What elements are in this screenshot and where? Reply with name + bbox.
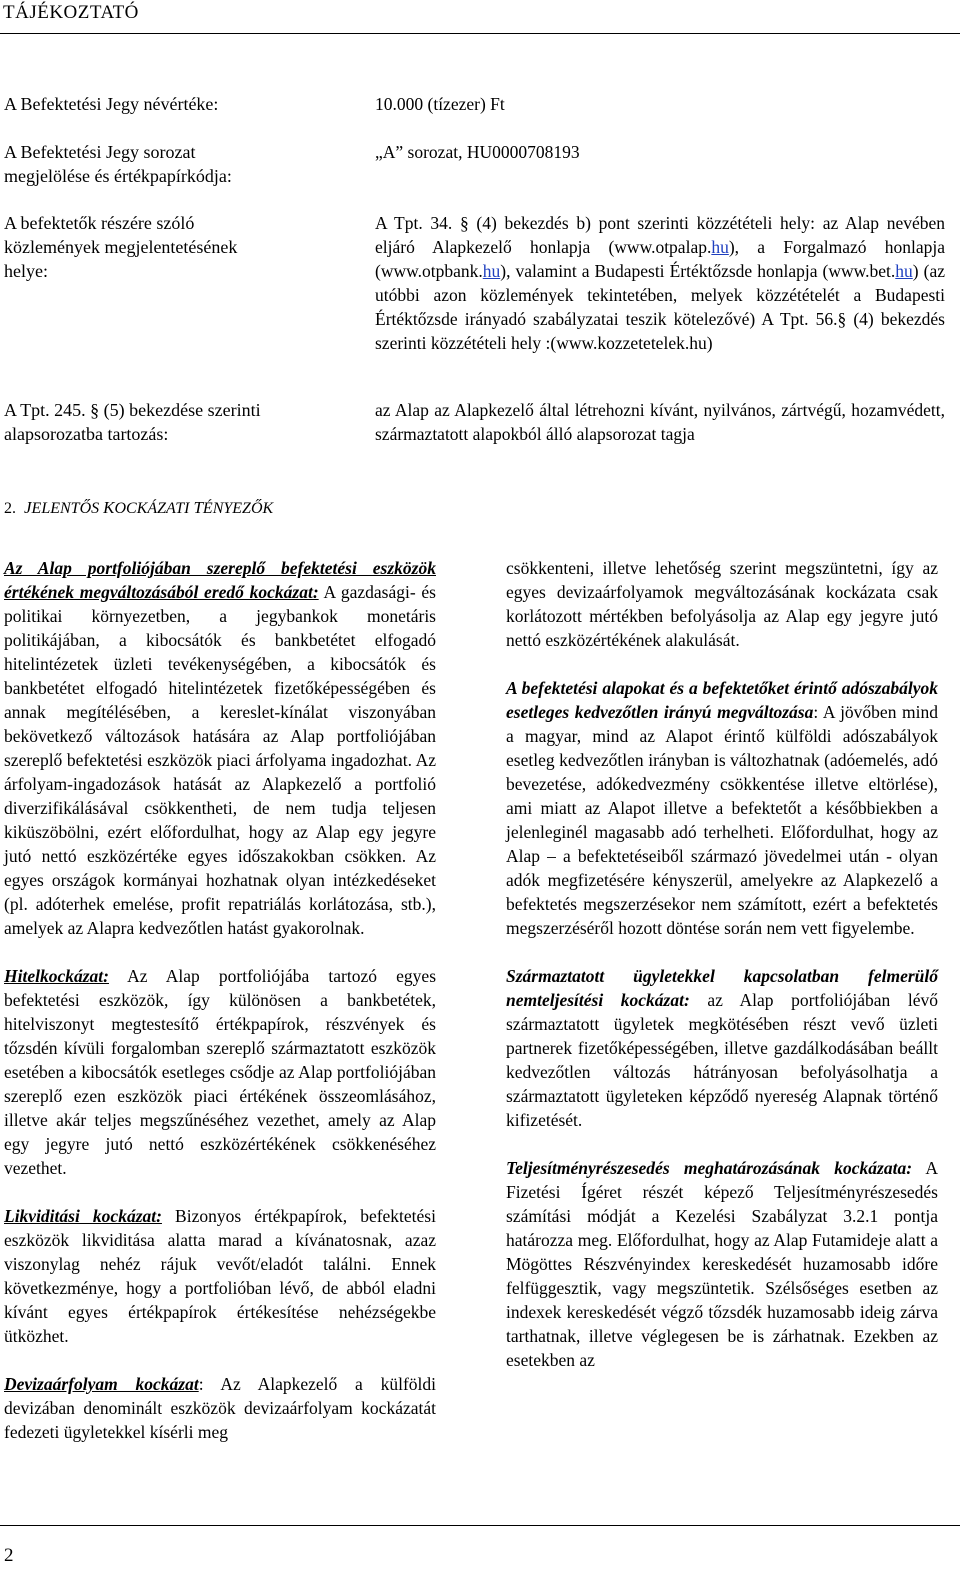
- risk-text: Bizonyos értékpapírok, befektetési eszközök likviditása alatta marad a kívánatosnak, azaz viszonylag nehéz rájuk vevőt/eladót találni. Ennek következménye, hogy a portfolióban lévő, de abból eladni kívánt egyes értékpapírok értékesítése nehézségekbe ütközhet.: [4, 1206, 436, 1346]
- page-header: [0, 0, 960, 34]
- footer-divider: [0, 1525, 960, 1526]
- info-label: A Befektetési Jegy sorozat megjelölése és értékpapírkódja:: [4, 142, 232, 186]
- info-value: [375, 211, 945, 355]
- page-number: 2: [4, 1545, 14, 1566]
- risk-term: Teljesítményrészesedés meghatározásának kockázata:: [506, 1158, 913, 1178]
- risk-paragraph: [4, 556, 436, 940]
- risk-paragraph: [506, 1156, 938, 1372]
- otpbank-link[interactable]: hu: [482, 261, 501, 281]
- section-title-part: K: [103, 498, 115, 517]
- risk-paragraph: [4, 964, 436, 1180]
- info-value: „A” sorozat, HU0000708193: [375, 142, 580, 162]
- risk-term: Az Alap portfoliójában szereplő befektetési eszközök értékének megváltozásából eredő kockázat:: [4, 558, 436, 602]
- risk-term: A befektetési alapokat és a befektetőket érintő adószabályok esetleges kedvezőtlen irányú megváltozása: [506, 678, 938, 722]
- risk-paragraph: [506, 964, 938, 1132]
- risk-term: Devizaárfolyam kockázat: [4, 1374, 199, 1394]
- page-header-title: TÁJÉKOZTATÓ: [3, 2, 139, 23]
- text-part: www.otpalap.: [614, 237, 712, 257]
- risk-text: A Fizetési Ígéret részét képező Teljesítményrészesedés számítási módját a Kezelési Szabályzat 3.2.1 pontja határozza meg. Előfordulhat, hogy az Alap Futamideje alatt a Mögöttes Részvényindex kereskedését huzamosabb időre felfüggesztik, vagy megszüntetik. Szélsőséges esetben az indexek kereskedését végző tőzsdék huzamosabb ideig zárva tarthatnak, illetve véglegesen be is zárhatnak. Ezekben az esetekben az: [506, 1158, 938, 1370]
- text-part: www.bet.: [828, 261, 896, 281]
- risk-paragraph: [4, 1204, 436, 1348]
- section-title-part: OCKÁZATI: [114, 500, 194, 517]
- text-part: ), valamint a Budapesti Értéktőzsde honlapja (: [500, 261, 829, 281]
- section-number: 2.: [4, 500, 16, 517]
- text-part: ), a Forgalmazó honlapja (: [375, 237, 945, 281]
- risk-paragraph: [4, 1372, 436, 1444]
- text-part: A Tpt. 34. § (4) bekezdés b) pont szerinti közzétételi hely: az Alap nevében eljáró Alapkezelő honlapja (: [375, 213, 945, 257]
- risk-text: : A jövőben mind a magyar, mind az Alapot érintő külföldi adószabályok esetleg kedvezőtlen irányban is változhatnak (adóemelés, adó bevezetése, adókedvezmény csökkentése illetve eltörlése), ami miatt az Alapot illetve a befektetőt a későbbiekben a jelenleginél magasabb adó terhelheti. Előfordulhat, hogy az Alap – a befektetéseiből származó jövedelmei után - olyan adók megfizetésére kényszerül, amelyekre az Alapkezelő a befektetés megszerzésekor nem számított, ezért a befektetés megszerzéséről hozott döntése során nem vett figyelembe.: [506, 702, 938, 938]
- risk-paragraph: [506, 556, 938, 652]
- left-column: [4, 556, 436, 1468]
- risk-term: Származtatott ügyletekkel kapcsolatban felmerülő nemteljesítési kockázat:: [506, 966, 938, 1010]
- risk-paragraph: [506, 676, 938, 940]
- section-title-part: ÉNYEZŐK: [202, 500, 274, 517]
- section-title-part: T: [193, 498, 203, 517]
- risk-text: Az Alap portfoliójába tartozó egyes befektetési eszközök, így különösen a bankbetétek, hitelviszonyt megtestesítő értékpapírok, részvények és tőzsdén kívüli forgalomban szereplő származtatott eszközök esetében a kibocsátók esetleges csődje az Alap portfoliójában szereplő ezen eszközök piaci értékének összeomlásához, illetve akár teljes megszűnéséhez vezethet, amely az Alap egy jegyre jutó nettó eszközértékének csökkenéséhez vezethet.: [4, 966, 436, 1178]
- section-title-part: J: [24, 498, 32, 517]
- section-title-part: ELENTŐS: [31, 500, 104, 517]
- text-part: www.otpbank.: [380, 261, 483, 281]
- section-title: [4, 498, 273, 518]
- risk-text: A gazdasági- és politikai környezetben, a jegybankok monetáris politikájában, a kibocsátók és bankbetétet elfogadó hitelintézetek üzleti tevékenységében, a kibocsátók és bankbetétet elfogadó hitelintézetek fizetőképességében és annak megítélésében, a kereslet-kínálat viszonyában bekövetkező változások hatására az Alap portfoliójában szereplő befektetési eszközök piaci árfolyama ingadozhat. Az árfolyam-ingadozások hatását az Alapkezelő a portfolió diverzifikálásával csökkentheti, de nem tudja teljesen kiküszöbölni, ezért előfordulhat, hogy az Alap egy jegyre jutó nettó eszközértéke egyes időszakokban csökken. Az egyes országok kormányai hozhatnak olyan intézkedéseket (pl. adóterhek emelése, profit repatriálás korlátozása, stb.), amelyek az Alapra kedvezőtlen hatást gyakorolnak.: [4, 582, 436, 938]
- info-value: az Alap az Alapkezelő által létrehozni kívánt, nyilvános, zártvégű, hozamvédett, származtatott alapokból álló alapsorozat tagja: [375, 400, 945, 444]
- info-label: A Befektetési Jegy névértéke:: [4, 94, 219, 114]
- info-value: 10.000 (tízezer) Ft: [375, 94, 505, 114]
- risk-text: : Az Alapkezelő a külföldi devizában denominált eszközök devizaárfolyam kockázatát fedezeti ügyletekkel kísérli meg: [4, 1374, 437, 1442]
- otpalap-link[interactable]: hu: [711, 237, 729, 257]
- risk-term: Hitelkockázat:: [4, 966, 109, 986]
- risk-text: csökkenteni, illetve lehetőség szerint megszüntetni, így az egyes devizaárfolyamok megváltozásának kockázata csak korlátozott mértékben befolyásolja az Alap egy jegyre jutó nettó eszközértékének alakulását.: [506, 558, 938, 650]
- info-label: A befektetők részére szóló közlemények megjelentetésének helye:: [4, 213, 238, 281]
- right-column: [506, 556, 938, 1396]
- risk-term: Likviditási kockázat:: [4, 1206, 162, 1226]
- bet-link[interactable]: hu: [895, 261, 913, 281]
- info-label: A Tpt. 245. § (5) bekezdése szerinti alapsorozatba tartozás:: [4, 400, 261, 444]
- risk-text: az Alap portfoliójában lévő származtatott ügyletek megkötésében részt vevő üzleti partnerek fizetőképességében, illetve gazdálkodásában beállt kedvezőtlen változás hátrányosan befolyásolhatja a származtatott ügyleteken képződő nyereség Alapnak történő kifizetését.: [506, 990, 938, 1130]
- text-part: ) (az utóbbi azon közlemények tekintetében, melyek közzétételét a Budapesti Értéktőzsde irányadó szabályzatai teszik kötelezővé) A Tpt. 56.§ (4) bekezdés szerinti közzétételi hely :(www.kozzetetelek.hu): [375, 261, 945, 353]
